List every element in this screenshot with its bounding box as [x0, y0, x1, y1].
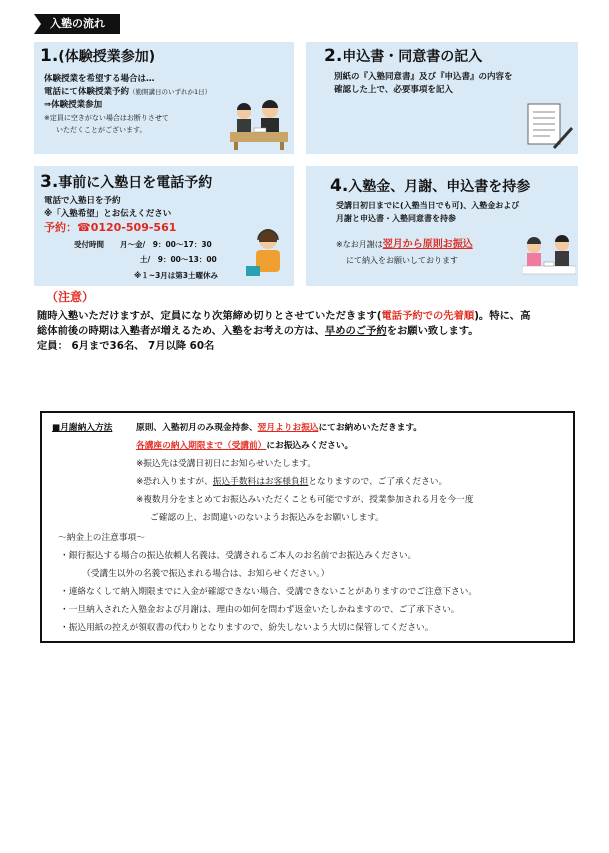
payment-line-4: ※恐れ入りますが、振込手数料はお客様負担となりますので、ご了承ください。 — [136, 477, 448, 487]
capacity-text: 定員： 6月まで36名、 7月以降 60名 — [37, 340, 215, 352]
step1-line: 体験授業を希望する場合は… — [44, 74, 155, 84]
payment-line-6: ご確認の上、お間違いのないようお振込みをお願いします。 — [150, 513, 384, 523]
step1-line: ※定員に空きがない場合はお断りさせて — [44, 114, 169, 122]
step4-line: ※なお月謝は翌月から原則お振込 — [336, 239, 473, 250]
step4-title: 4.入塾金、月謝、申込書を持参 — [330, 176, 531, 196]
reception-hours-weekday: 月～金/ 9：00～17：30 — [120, 240, 212, 249]
payment-note: ・銀行振込する場合の振込依頼人名義は、受講されるご本人のお名前でお振込みください。 — [60, 551, 417, 561]
reception-hours-saturday: 土/ 9：00～13：00 — [140, 255, 217, 264]
step4-line: 月謝と申込書・入塾同意書を持参 — [336, 214, 456, 223]
class-illustration-icon — [230, 92, 288, 150]
step2-line: 別紙の『入塾同意書』及び『申込書』の内容を — [334, 72, 513, 82]
step1-line: ⇒体験授業参加 — [44, 100, 103, 110]
document-pen-icon — [524, 100, 576, 152]
section-header — [34, 14, 120, 34]
notice-line-2: 総体前後の時期は入塾者が増えるため、入塾をお考えの方は、早めのご予約をお願い致します。 — [37, 325, 479, 337]
reception-hours-label: 受付時間 — [74, 240, 104, 249]
step1-line: 電話にて体験授業予約（勤開講日のいずれか1日） — [44, 87, 212, 97]
step4-line: にて納入をお願いしております — [346, 256, 458, 265]
phone-operator-icon — [242, 226, 290, 280]
counter-illustration-icon — [522, 232, 576, 282]
payment-label: ■月謝納入方法 — [52, 423, 113, 433]
payment-line-5: ※複数月分をまとめてお振込みいただくことも可能ですが、授業参加される月を今一度 — [136, 495, 474, 505]
notice-title: （注意） — [46, 290, 95, 304]
step3-box — [34, 166, 294, 286]
step4-line: 受講日初日までに(入塾当日でも可)、入塾金および — [336, 201, 520, 210]
notice-line-1: 随時入塾いただけますが、定員になり次第締め切りとさせていただきます(電話予約での先着順)。特に、高 — [37, 310, 531, 322]
payment-method-box — [40, 411, 575, 643]
step3-title: 3.事前に入塾日を電話予約 — [40, 172, 213, 192]
step4-box — [306, 166, 578, 286]
step3-line: ※「入塾希望」とお伝えください — [44, 209, 172, 219]
payment-line-2: 各講座の納入期限まで（受講前）にお振込みください。 — [136, 441, 354, 451]
step2-box — [306, 42, 578, 154]
step3-line: 電話で入塾日を予約 — [44, 196, 121, 206]
step1-box — [34, 42, 294, 154]
step2-title: 2.申込書・同意書の記入 — [324, 46, 483, 66]
payment-note: ・一旦納入された入塾金および月謝は、理由の如何を問わず返金いたしかねますので、ご了承下さい。 — [60, 605, 460, 615]
payment-line-3: ※振込先は受講日初日にお知らせいたします。 — [136, 459, 317, 469]
section-header-title: 入塾の流れ — [50, 17, 105, 30]
step1-line: いただくことがございます。 — [56, 126, 147, 134]
payment-note: ・連絡なくして納入期限までに入金が確認できない場合、受講できないことがありますのでご注意下さい。 — [60, 587, 477, 597]
step1-title: 1.(体験授業参加) — [40, 46, 156, 66]
saturday-holiday-note: ※１~3月は第3土曜休み — [134, 271, 219, 280]
payment-notes-title: ～納金上の注意事項～ — [58, 533, 145, 543]
payment-note: （受講生以外の名義で振込まれる場合は、お知らせください。） — [82, 569, 330, 579]
payment-line-1: 原則、入塾初月のみ現金持参、翌月よりお振込にてお納めいただきます。 — [136, 423, 422, 433]
phone-number[interactable]: 予約：☎0120-509-561 — [44, 221, 177, 234]
payment-note: ・振込用紙の控えが領収書の代わりとなりますので、紛失しないよう大切に保管してください。 — [60, 623, 434, 633]
step2-line: 確認した上で、必要事項を記入 — [334, 85, 453, 95]
